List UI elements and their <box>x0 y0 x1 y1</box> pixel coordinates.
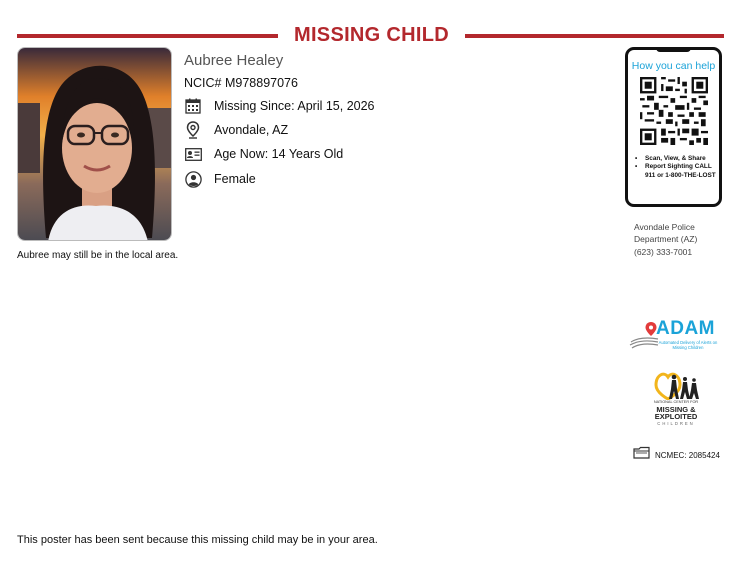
photo-caption: Aubree may still be in the local area. <box>17 250 179 261</box>
agency-name-line2: Department (AZ) <box>634 234 698 245</box>
sex-row <box>184 170 256 188</box>
poster-title: MISSING CHILD <box>293 24 449 46</box>
help-list <box>633 155 719 180</box>
phone-notch <box>656 47 691 52</box>
ncmec-logo <box>646 369 706 427</box>
ncic-number: NCIC# M978897076 <box>184 76 298 90</box>
missing-since: Missing Since: April 15, 2026 <box>214 99 375 113</box>
banner-rule-right <box>465 34 724 38</box>
ncmec-case-number: NCMEC: 2085424 <box>655 450 720 460</box>
ncmec-missing: MISSING & <box>656 405 696 414</box>
ncmec-figures-icon <box>652 369 700 400</box>
child-photo <box>17 47 172 241</box>
footer-note: This poster has been sent because this missing child may be in your area. <box>17 534 378 546</box>
adam-wordmark: ADAM <box>656 318 715 339</box>
age-now: Age Now: 14 Years Old <box>214 147 344 161</box>
adam-pin-icon <box>629 320 659 350</box>
help-title: How you can help <box>631 60 716 72</box>
agency-phone: (623) 333-7001 <box>634 246 693 257</box>
help-item: • Report Sighting CALL 911 or 1-800-THE-LOST <box>633 163 719 180</box>
folder-icon <box>633 446 650 464</box>
qr-code[interactable] <box>640 77 708 145</box>
banner-rule-left <box>17 34 278 38</box>
agency-name-line1: Avondale Police <box>634 222 695 232</box>
case-number-row <box>633 446 720 464</box>
location-pin-icon <box>184 121 202 139</box>
agency-contact <box>634 221 697 258</box>
child-name: Aubree Healey <box>184 52 284 69</box>
ncmec-top-line: NATIONAL CENTER FOR <box>653 400 699 404</box>
sex: Female <box>214 172 256 186</box>
person-icon <box>184 170 202 188</box>
adam-logo <box>629 318 724 352</box>
ncmec-exploited: EXPLOITED <box>654 412 698 421</box>
help-phone-card <box>625 47 722 207</box>
missing-since-row <box>184 97 375 115</box>
last-seen-location: Avondale, AZ <box>214 123 289 137</box>
age-row <box>184 145 343 163</box>
location-row <box>184 121 288 139</box>
adam-tagline: Automated Delivery of Alerts on Missing Children <box>658 340 718 351</box>
id-card-icon <box>184 145 202 163</box>
help-item: • Scan, View, & Share <box>633 155 719 163</box>
ncmec-children: CHILDREN <box>657 421 695 426</box>
calendar-icon <box>184 97 202 115</box>
